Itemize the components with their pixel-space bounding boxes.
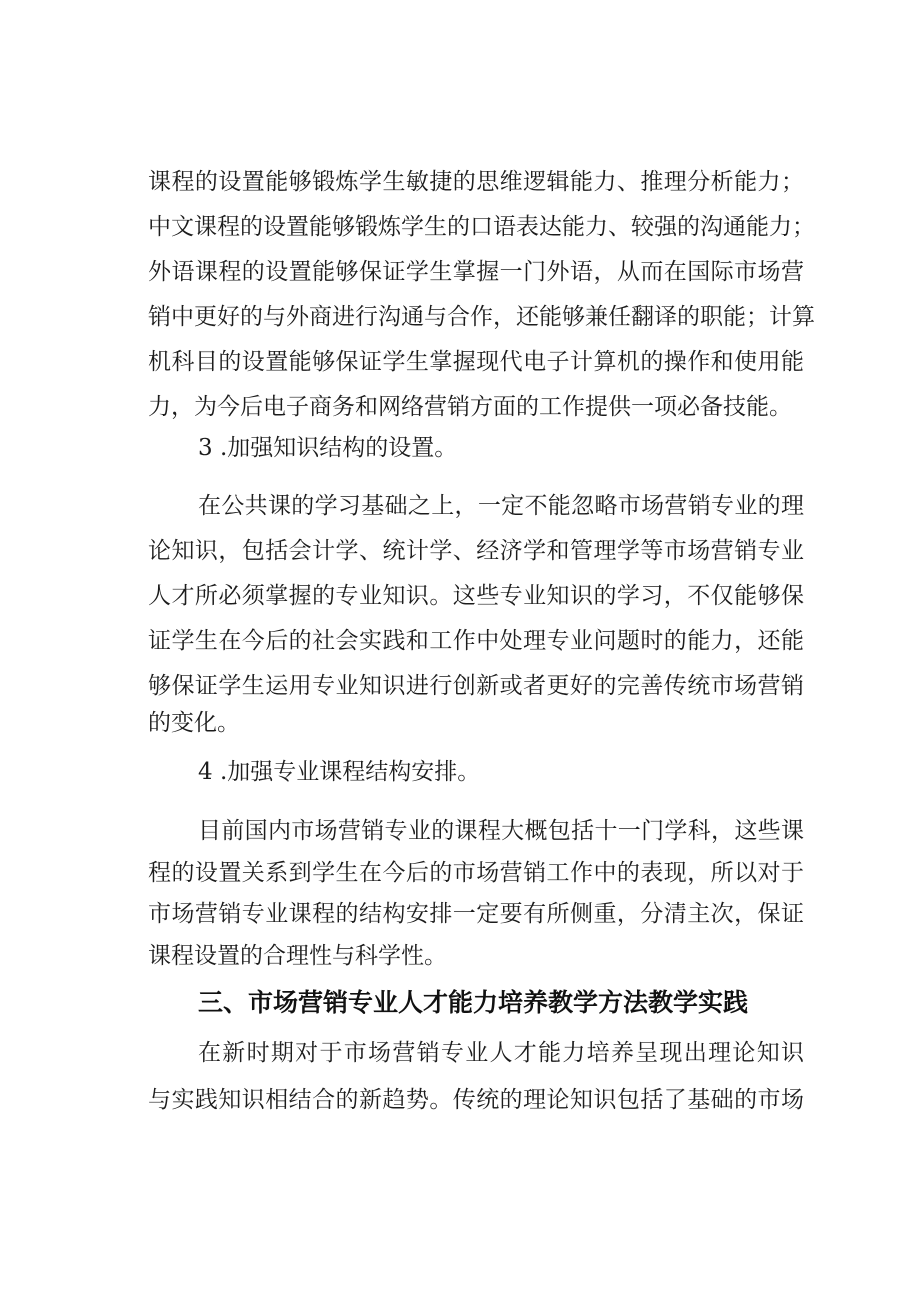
paragraph-line: 够保证学生运用专业知识进行创新或者更好的完善传统市场营销: [148, 673, 804, 699]
paragraph-line: 在新时期对于市场营销专业人才能力培养呈现出理论知识: [198, 1040, 804, 1066]
paragraph-line: 机科目的设置能够保证学生掌握现代电子计算机的操作和使用能: [148, 349, 804, 375]
paragraph-line: 课程设置的合理性与科学性。: [148, 943, 447, 969]
list-item-heading: 3 .加强知识结构的设置。: [198, 435, 458, 461]
paragraph-line: 证学生在今后的社会实践和工作中处理专业问题时的能力，还能: [148, 628, 804, 654]
list-item-heading: 4 .加强专业课程结构安排。: [198, 759, 481, 785]
paragraph-line: 力，为今后电子商务和网络营销方面的工作提供一项必备技能。: [148, 394, 792, 420]
paragraph-line: 在公共课的学习基础之上，一定不能忽略市场营销专业的理: [198, 493, 804, 519]
paragraph-line: 课程的设置能够锻炼学生敏捷的思维逻辑能力、推理分析能力；: [148, 169, 804, 195]
paragraph-line: 人才所必须掌握的专业知识。这些专业知识的学习，不仅能够保: [148, 583, 804, 609]
paragraph-line: 销中更好的与外商进行沟通与合作，还能够兼任翻译的职能；计算: [148, 304, 815, 330]
paragraph-line: 目前国内市场营销专业的课程大概包括十一门学科，这些课: [198, 818, 804, 844]
paragraph-line: 程的设置关系到学生在今后的市场营销工作中的表现，所以对于: [148, 860, 804, 886]
paragraph-line: 的变化。: [148, 710, 240, 736]
paragraph-line: 市场营销专业课程的结构安排一定要有所侧重，分清主次，保证: [148, 901, 804, 927]
paragraph-line: 中文课程的设置能够锻炼学生的口语表达能力、较强的沟通能力；: [148, 214, 815, 240]
paragraph-line: 论知识，包括会计学、统计学、经济学和管理学等市场营销专业: [148, 538, 804, 564]
section-heading: 三、市场营销专业人才能力培养教学方法教学实践: [198, 988, 749, 1017]
paragraph-line: 外语课程的设置能够保证学生掌握一门外语，从而在国际市场营: [148, 259, 804, 285]
paragraph-line: 与实践知识相结合的新趋势。传统的理论知识包括了基础的市场: [148, 1087, 804, 1113]
